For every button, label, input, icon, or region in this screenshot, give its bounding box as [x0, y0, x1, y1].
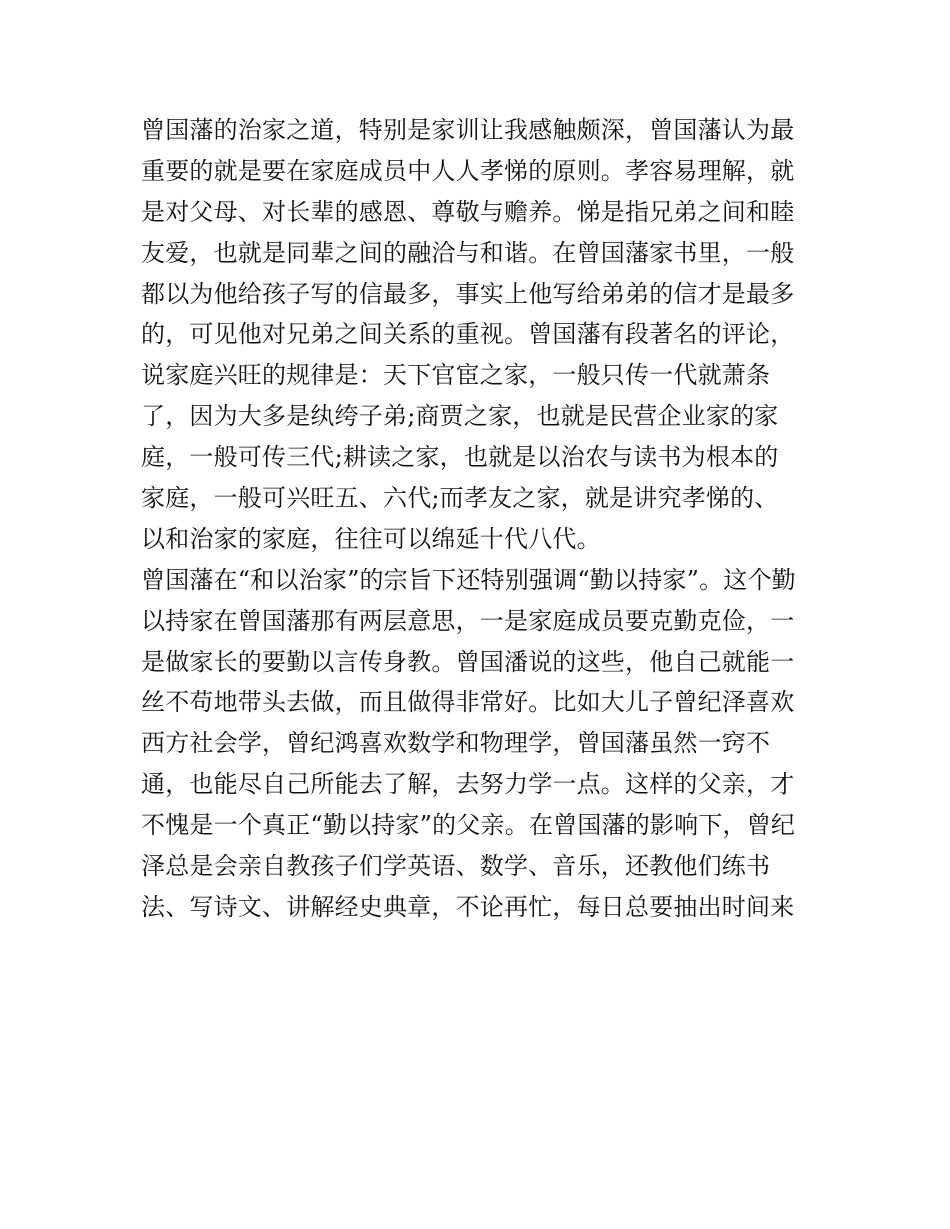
text-line: 是做家长的要勤以言传身教。曾国潘说的这些，他自己就能一	[141, 647, 795, 676]
text-line: 法、写诗文、讲解经史典章，不论再忙，每日总要抽出时间来	[141, 892, 795, 921]
text-line: 说家庭兴旺的规律是：天下官宦之家，一般只传一代就萧条	[141, 361, 771, 390]
text-line: 都以为他给孩子写的信最多，事实上他写给弟弟的信才是最多	[141, 279, 795, 308]
text-line: 重要的就是要在家庭成员中人人孝悌的原则。孝容易理解，就	[141, 156, 795, 185]
text-line: 庭，一般可传三代;耕读之家，也就是以治农与读书为根本的	[141, 443, 779, 472]
text-line: 家庭，一般可兴旺五、六代;而孝友之家，就是讲究孝悌的、	[141, 484, 779, 513]
text-line: 以持家在曾国藩那有两层意思，一是家庭成员要克勤克俭，一	[141, 606, 795, 635]
text-line: 以和治家的家庭，往往可以绵延十代八代。	[141, 524, 601, 553]
text-line: 丝不苟地带头去做，而且做得非常好。比如大儿子曾纪泽喜欢	[141, 688, 795, 717]
text-line: 通，也能尽自己所能去了解，去努力学一点。这样的父亲，才	[141, 770, 795, 799]
text-line: 友爱，也就是同辈之间的融洽与和谐。在曾国藩家书里，一般	[141, 238, 795, 267]
text-line: 了，因为大多是纨绔子弟;商贾之家，也就是民营企业家的家	[141, 402, 779, 431]
text-line: 泽总是会亲自教孩子们学英语、数学、音乐，还教他们练书	[141, 852, 771, 881]
text-line: 曾国藩在“和以治家”的宗旨下还特别强调“勤以持家”。这个勤	[141, 565, 796, 594]
body-text	[141, 110, 821, 928]
text-line: 是对父母、对长辈的感恩、尊敬与赡养。悌是指兄弟之间和睦	[141, 197, 795, 226]
text-line: 不愧是一个真正“勤以持家”的父亲。在曾国藩的影响下，曾纪	[141, 811, 796, 840]
text-line: 曾国藩的治家之道，特别是家训让我感触颇深，曾国藩认为最	[141, 116, 795, 144]
text-line: 西方社会学，曾纪鸿喜欢数学和物理学，曾国藩虽然一窍不	[141, 729, 771, 758]
text-line: 的，可见他对兄弟之间关系的重视。曾国藩有段著名的评论，	[141, 320, 795, 349]
